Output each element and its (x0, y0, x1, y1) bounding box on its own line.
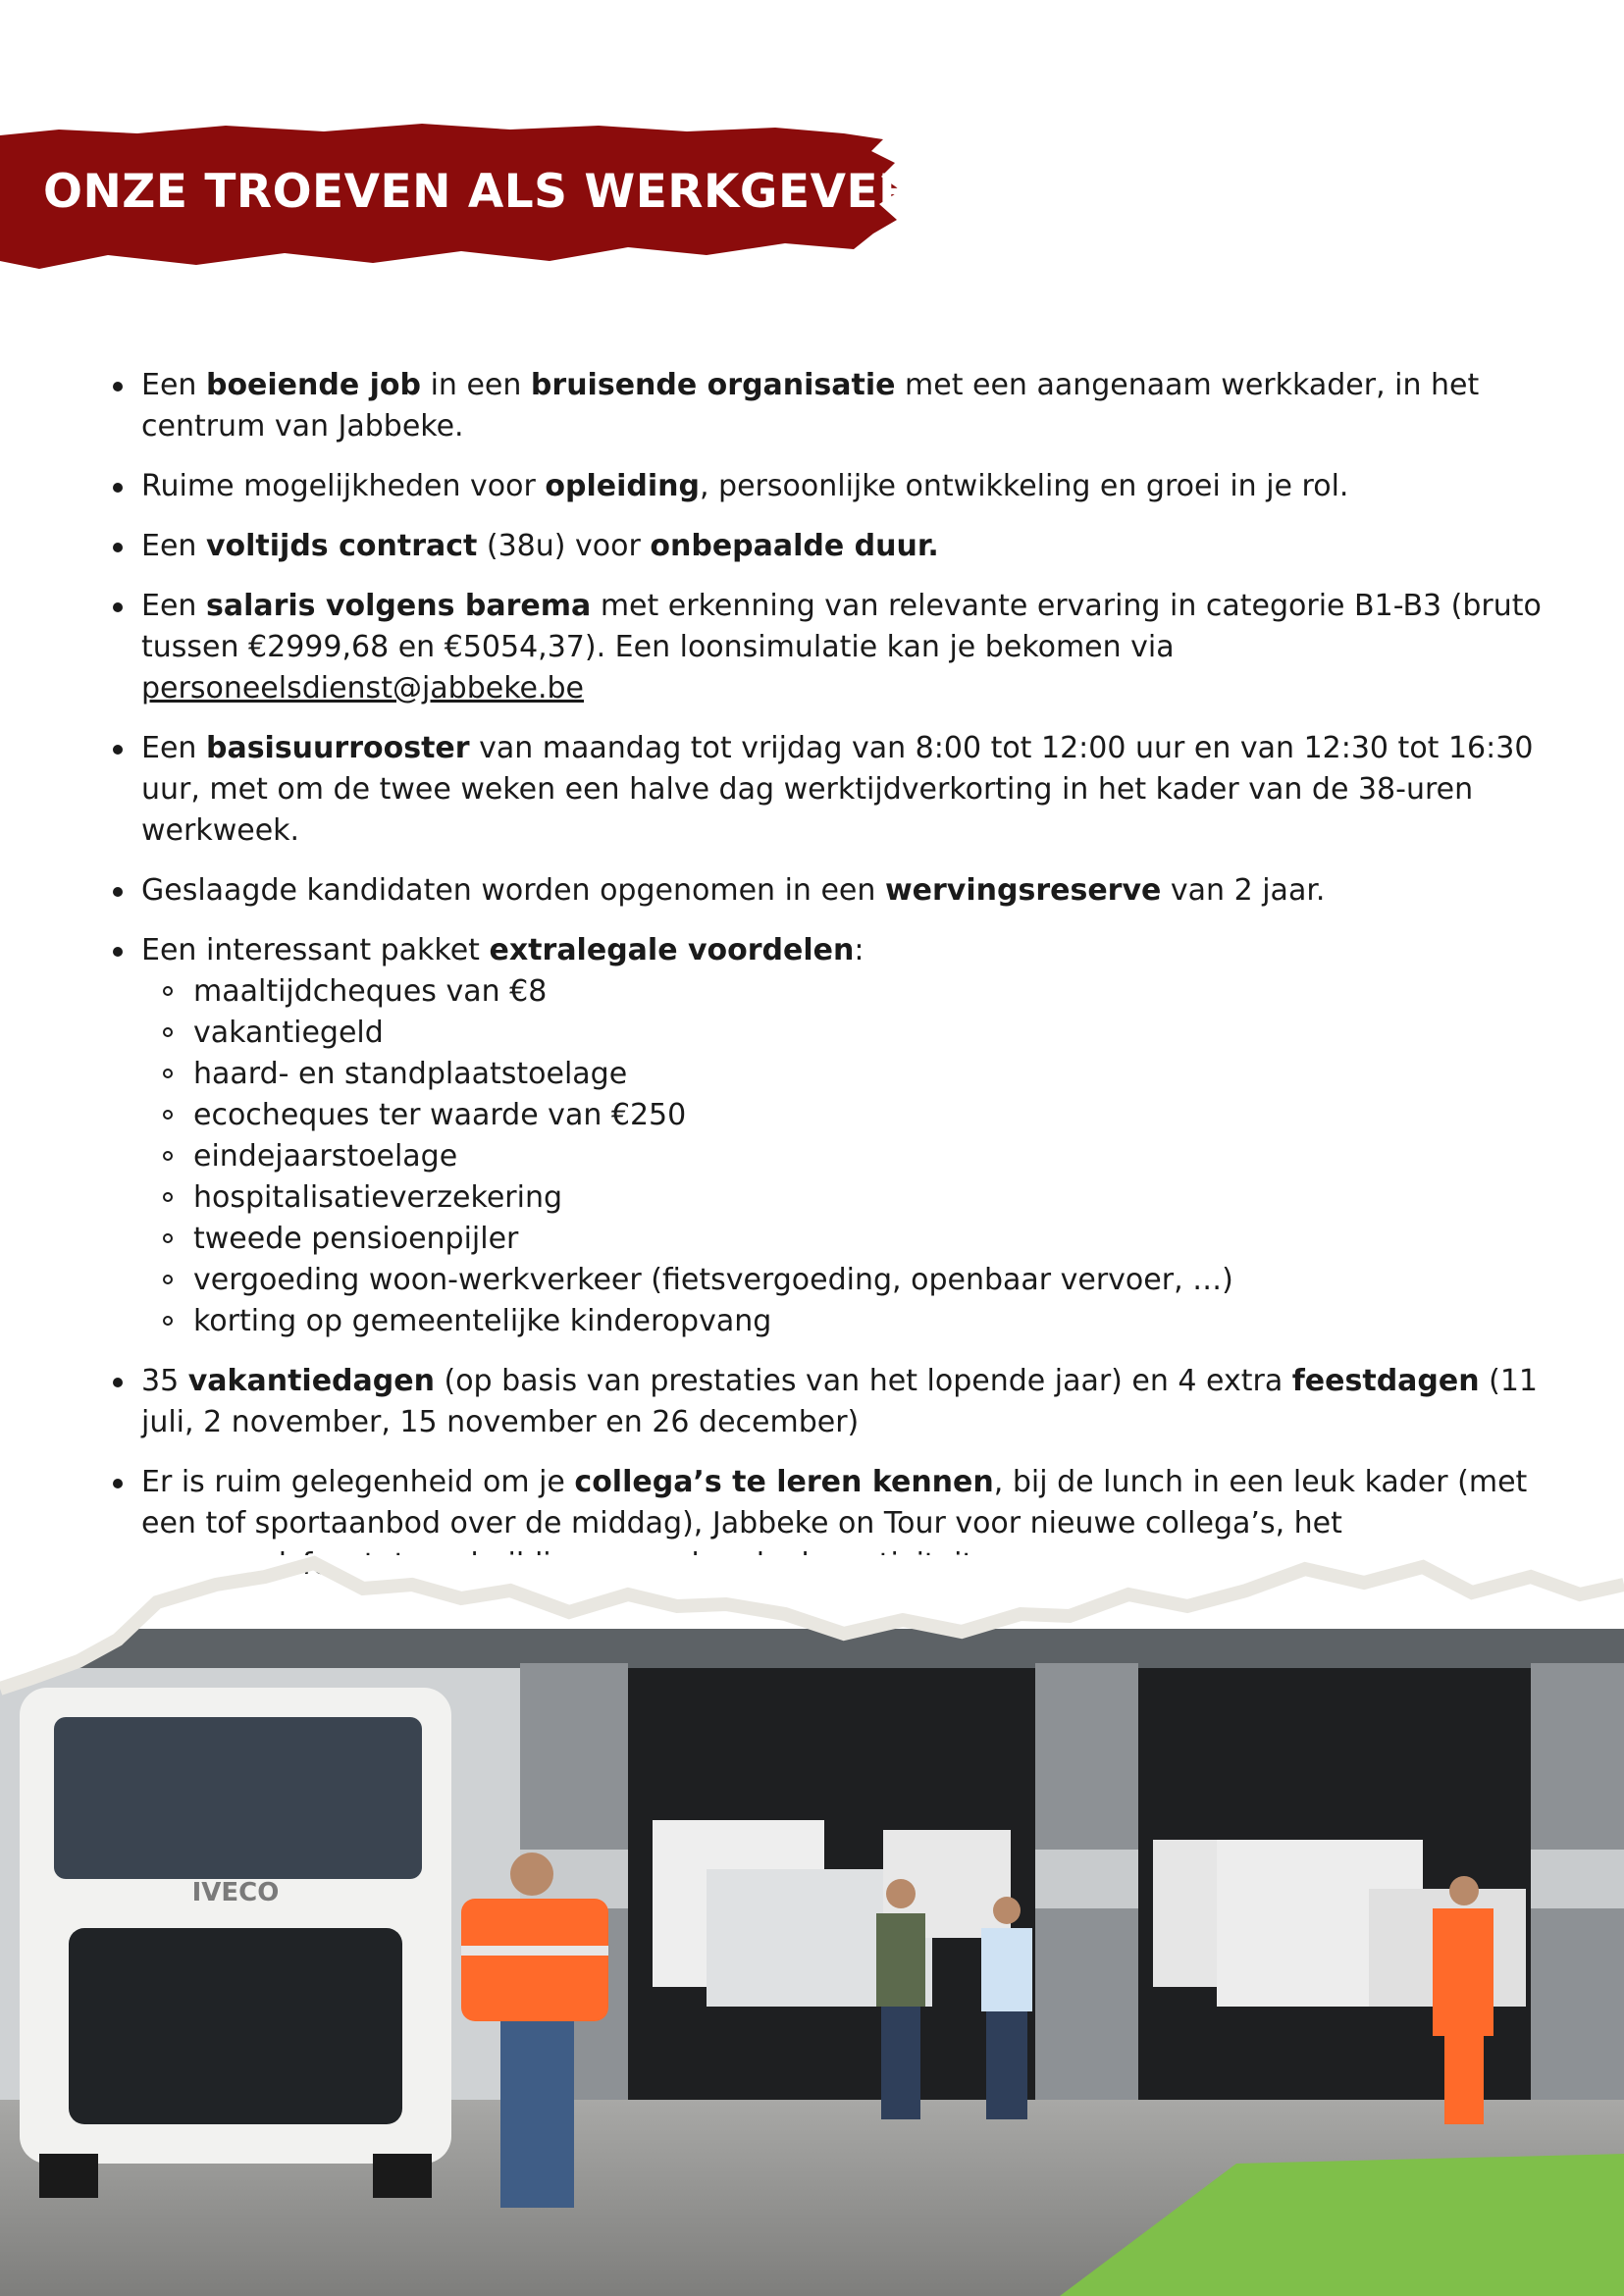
benefit-item-colleagues: Er is ruim gelegenheid om je collega’s te leren kennen, bij de lunch in een leuk kader (met een tof sportaanbod over de middag), Jabbeke on Tour voor nieuwe collega’s, het (110, 1462, 1552, 1586)
sub-item: maaltijdcheques van €8 (141, 971, 1552, 1013)
sub-item: vakantiegeld (141, 1013, 1552, 1054)
page-title: ONZE TROEVEN ALS WERKGEVER (43, 165, 915, 219)
sub-item: tweede pensioenpijler (141, 1219, 1552, 1260)
benefit-item-training: Ruime mogelijkheden voor opleiding, persoonlijke ontwikkeling en groei in je rol. (110, 466, 1552, 507)
benefit-item-reserve: Geslaagde kandidaten worden opgenomen in een wervingsreserve van 2 jaar. (110, 870, 1552, 912)
truck-brand-label: IVECO (191, 1878, 280, 1907)
email-link[interactable]: personeelsdienst@jabbeke.be (141, 671, 585, 705)
sub-item: vergoeding woon-werkverkeer (fietsvergoeding, openbaar vervoer, …) (141, 1260, 1552, 1301)
sub-item: hospitalisatieverzekering (141, 1177, 1552, 1219)
depot-photo (0, 1555, 1624, 2296)
benefits-section (110, 365, 1552, 1604)
sub-item: haard- en standplaatstoelage (141, 1054, 1552, 1095)
benefit-item-holidays: 35 vakantiedagen (op basis van prestaties van het lopende jaar) en 4 extra feestdagen (11 juli, 2 november, 15 november en 26 december) (110, 1361, 1552, 1443)
benefit-item-schedule: Een basisuurrooster van maandag tot vrijdag van 8:00 tot 12:00 uur en van 12:30 tot 16:30 uur, met om de twee weken een halve dag werktijdverkorting in het kader van de 38-uren werkweek. (110, 728, 1552, 852)
benefit-item-contract: Een voltijds contract (38u) voor onbepaalde duur. (110, 526, 1552, 567)
extralegal-sublist (141, 971, 1552, 1342)
benefit-item-salary: Een salaris volgens barema met erkenning van relevante ervaring in categorie B1-B3 (bruto tussen €2999,68 en €5054,37). Een loonsimulatie kan je bekomen via personeelsdienst@jabbeke.be (110, 586, 1552, 709)
sub-item: eindejaarstoelage (141, 1136, 1552, 1177)
sub-item: korting op gemeentelijke kinderopvang (141, 1301, 1552, 1342)
benefit-item-extralegal: Een interessant pakket extralegale voordelen: maaltijdcheques van €8 vakantiegeld haard- en standplaatstoelage ecocheques ter waarde van €250 eindejaarstoelage hospitalisatieverzekering tweede pensioenpijler vergoeding woon-werkverkeer (fietsvergoeding, openbaar vervoer, …) korting op gemeentelijke kinderopvang (110, 930, 1552, 1342)
benefits-list (110, 365, 1552, 1586)
benefit-item-job: Een boeiende job in een bruisende organisatie met een aangenaam werkkader, in het centrum van Jabbeke. (110, 365, 1552, 447)
sub-item: ecocheques ter waarde van €250 (141, 1095, 1552, 1136)
